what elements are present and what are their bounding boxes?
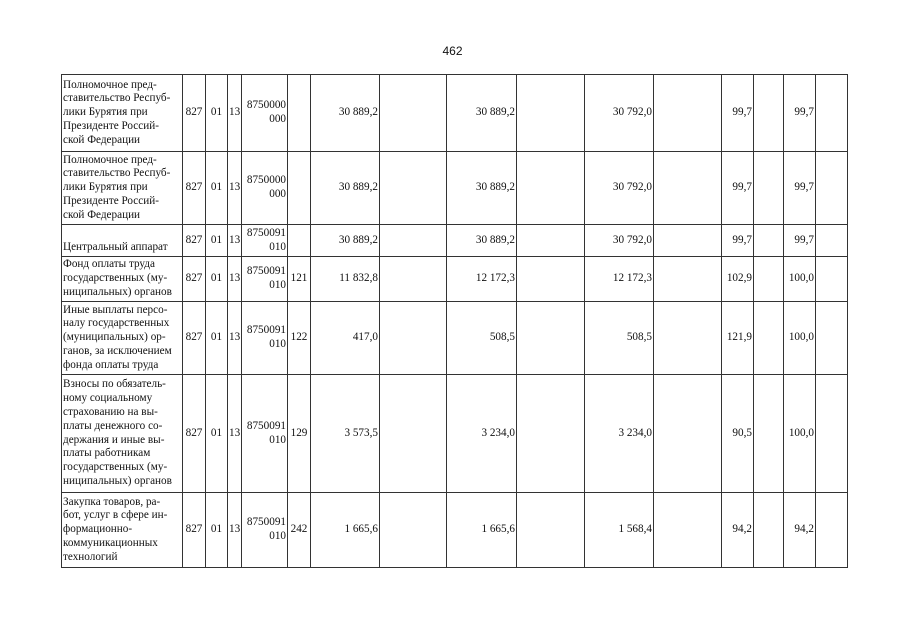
target-article-code: 8750000 000	[242, 152, 288, 225]
value-1: 1 665,6	[311, 493, 380, 568]
value-2: 3 234,0	[447, 375, 517, 493]
subsection-code: 13	[228, 302, 242, 375]
section-code: 01	[206, 302, 228, 375]
empty-cell	[754, 375, 784, 493]
value-1: 3 573,5	[311, 375, 380, 493]
empty-cell	[754, 225, 784, 257]
percent-2: 100,0	[784, 302, 816, 375]
section-code: 01	[206, 493, 228, 568]
section-code: 01	[206, 75, 228, 152]
empty-cell	[517, 257, 585, 302]
empty-cell	[517, 152, 585, 225]
target-article-code: 8750091 010	[242, 375, 288, 493]
empty-cell	[654, 375, 722, 493]
empty-cell	[517, 75, 585, 152]
value-1: 417,0	[311, 302, 380, 375]
percent-1: 121,9	[722, 302, 754, 375]
section-code: 01	[206, 225, 228, 257]
table-row	[62, 75, 848, 152]
ministry-code: 827	[183, 152, 206, 225]
expense-type-code	[288, 152, 311, 225]
value-2: 30 889,2	[447, 75, 517, 152]
empty-cell	[654, 493, 722, 568]
percent-1: 94,2	[722, 493, 754, 568]
percent-2: 94,2	[784, 493, 816, 568]
ministry-code: 827	[183, 493, 206, 568]
expense-type-code	[288, 225, 311, 257]
target-article-code: 8750091 010	[242, 302, 288, 375]
empty-cell	[380, 257, 447, 302]
row-name: Центральный аппарат	[62, 225, 183, 257]
table-row	[62, 302, 848, 375]
value-1: 30 889,2	[311, 225, 380, 257]
page-number: 462	[442, 44, 463, 58]
expense-type-code: 122	[288, 302, 311, 375]
empty-cell	[754, 493, 784, 568]
value-3: 3 234,0	[585, 375, 654, 493]
empty-cell	[654, 152, 722, 225]
empty-cell	[380, 225, 447, 257]
percent-2: 100,0	[784, 375, 816, 493]
empty-cell	[654, 257, 722, 302]
value-2: 30 889,2	[447, 225, 517, 257]
target-article-code: 8750000 000	[242, 75, 288, 152]
empty-cell	[754, 302, 784, 375]
value-2: 30 889,2	[447, 152, 517, 225]
section-code: 01	[206, 257, 228, 302]
table-row	[62, 152, 848, 225]
ministry-code: 827	[183, 375, 206, 493]
empty-cell	[380, 493, 447, 568]
value-3: 30 792,0	[585, 152, 654, 225]
expense-type-code: 129	[288, 375, 311, 493]
empty-cell	[816, 75, 848, 152]
row-name: Иные выплаты персо- налу государственных (муниципальных) ор- ганов, за исключением фонда оплаты труда	[62, 302, 183, 375]
ministry-code: 827	[183, 257, 206, 302]
expense-type-code: 121	[288, 257, 311, 302]
ministry-code: 827	[183, 75, 206, 152]
table-body	[62, 75, 848, 568]
value-1: 11 832,8	[311, 257, 380, 302]
target-article-code: 8750091 010	[242, 493, 288, 568]
table-row	[62, 493, 848, 568]
percent-1: 99,7	[722, 152, 754, 225]
table-row	[62, 225, 848, 257]
target-article-code: 8750091 010	[242, 225, 288, 257]
value-3: 30 792,0	[585, 225, 654, 257]
table-row	[62, 257, 848, 302]
empty-cell	[380, 375, 447, 493]
empty-cell	[517, 493, 585, 568]
empty-cell	[654, 75, 722, 152]
value-2: 1 665,6	[447, 493, 517, 568]
empty-cell	[380, 302, 447, 375]
empty-cell	[754, 257, 784, 302]
empty-cell	[654, 225, 722, 257]
empty-cell	[816, 152, 848, 225]
value-3: 30 792,0	[585, 75, 654, 152]
target-article-code: 8750091 010	[242, 257, 288, 302]
empty-cell	[517, 225, 585, 257]
ministry-code: 827	[183, 225, 206, 257]
percent-2: 99,7	[784, 225, 816, 257]
value-3: 508,5	[585, 302, 654, 375]
expense-type-code	[288, 75, 311, 152]
row-name: Закупка товаров, ра- бот, услуг в сфере ин- формационно- коммуникационных технологий	[62, 493, 183, 568]
empty-cell	[816, 302, 848, 375]
value-2: 508,5	[447, 302, 517, 375]
percent-2: 99,7	[784, 152, 816, 225]
subsection-code: 13	[228, 225, 242, 257]
percent-1: 90,5	[722, 375, 754, 493]
expense-type-code: 242	[288, 493, 311, 568]
subsection-code: 13	[228, 152, 242, 225]
empty-cell	[517, 302, 585, 375]
empty-cell	[754, 75, 784, 152]
value-1: 30 889,2	[311, 75, 380, 152]
empty-cell	[816, 375, 848, 493]
ministry-code: 827	[183, 302, 206, 375]
subsection-code: 13	[228, 257, 242, 302]
empty-cell	[816, 257, 848, 302]
section-code: 01	[206, 375, 228, 493]
percent-2: 99,7	[784, 75, 816, 152]
table-row	[62, 375, 848, 493]
value-1: 30 889,2	[311, 152, 380, 225]
row-name: Взносы по обязатель- ному социальному страхованию на вы- платы денежного со- держания и иные вы- платы работникам государственных (му- ниципальных) органов	[62, 375, 183, 493]
empty-cell	[380, 152, 447, 225]
subsection-code: 13	[228, 493, 242, 568]
value-2: 12 172,3	[447, 257, 517, 302]
row-name: Полномочное пред- ставительство Респуб- лики Бурятия при Президенте Россий- ской Федерации	[62, 152, 183, 225]
value-3: 12 172,3	[585, 257, 654, 302]
row-name: Фонд оплаты труда государственных (му- ниципальных) органов	[62, 257, 183, 302]
empty-cell	[816, 493, 848, 568]
empty-cell	[654, 302, 722, 375]
row-name: Полномочное пред- ставительство Респуб- лики Бурятия при Президенте Россий- ской Федерации	[62, 75, 183, 152]
empty-cell	[816, 225, 848, 257]
budget-table	[61, 74, 848, 568]
empty-cell	[517, 375, 585, 493]
subsection-code: 13	[228, 75, 242, 152]
percent-1: 102,9	[722, 257, 754, 302]
percent-1: 99,7	[722, 225, 754, 257]
empty-cell	[754, 152, 784, 225]
value-3: 1 568,4	[585, 493, 654, 568]
subsection-code: 13	[228, 375, 242, 493]
percent-2: 100,0	[784, 257, 816, 302]
empty-cell	[380, 75, 447, 152]
section-code: 01	[206, 152, 228, 225]
percent-1: 99,7	[722, 75, 754, 152]
